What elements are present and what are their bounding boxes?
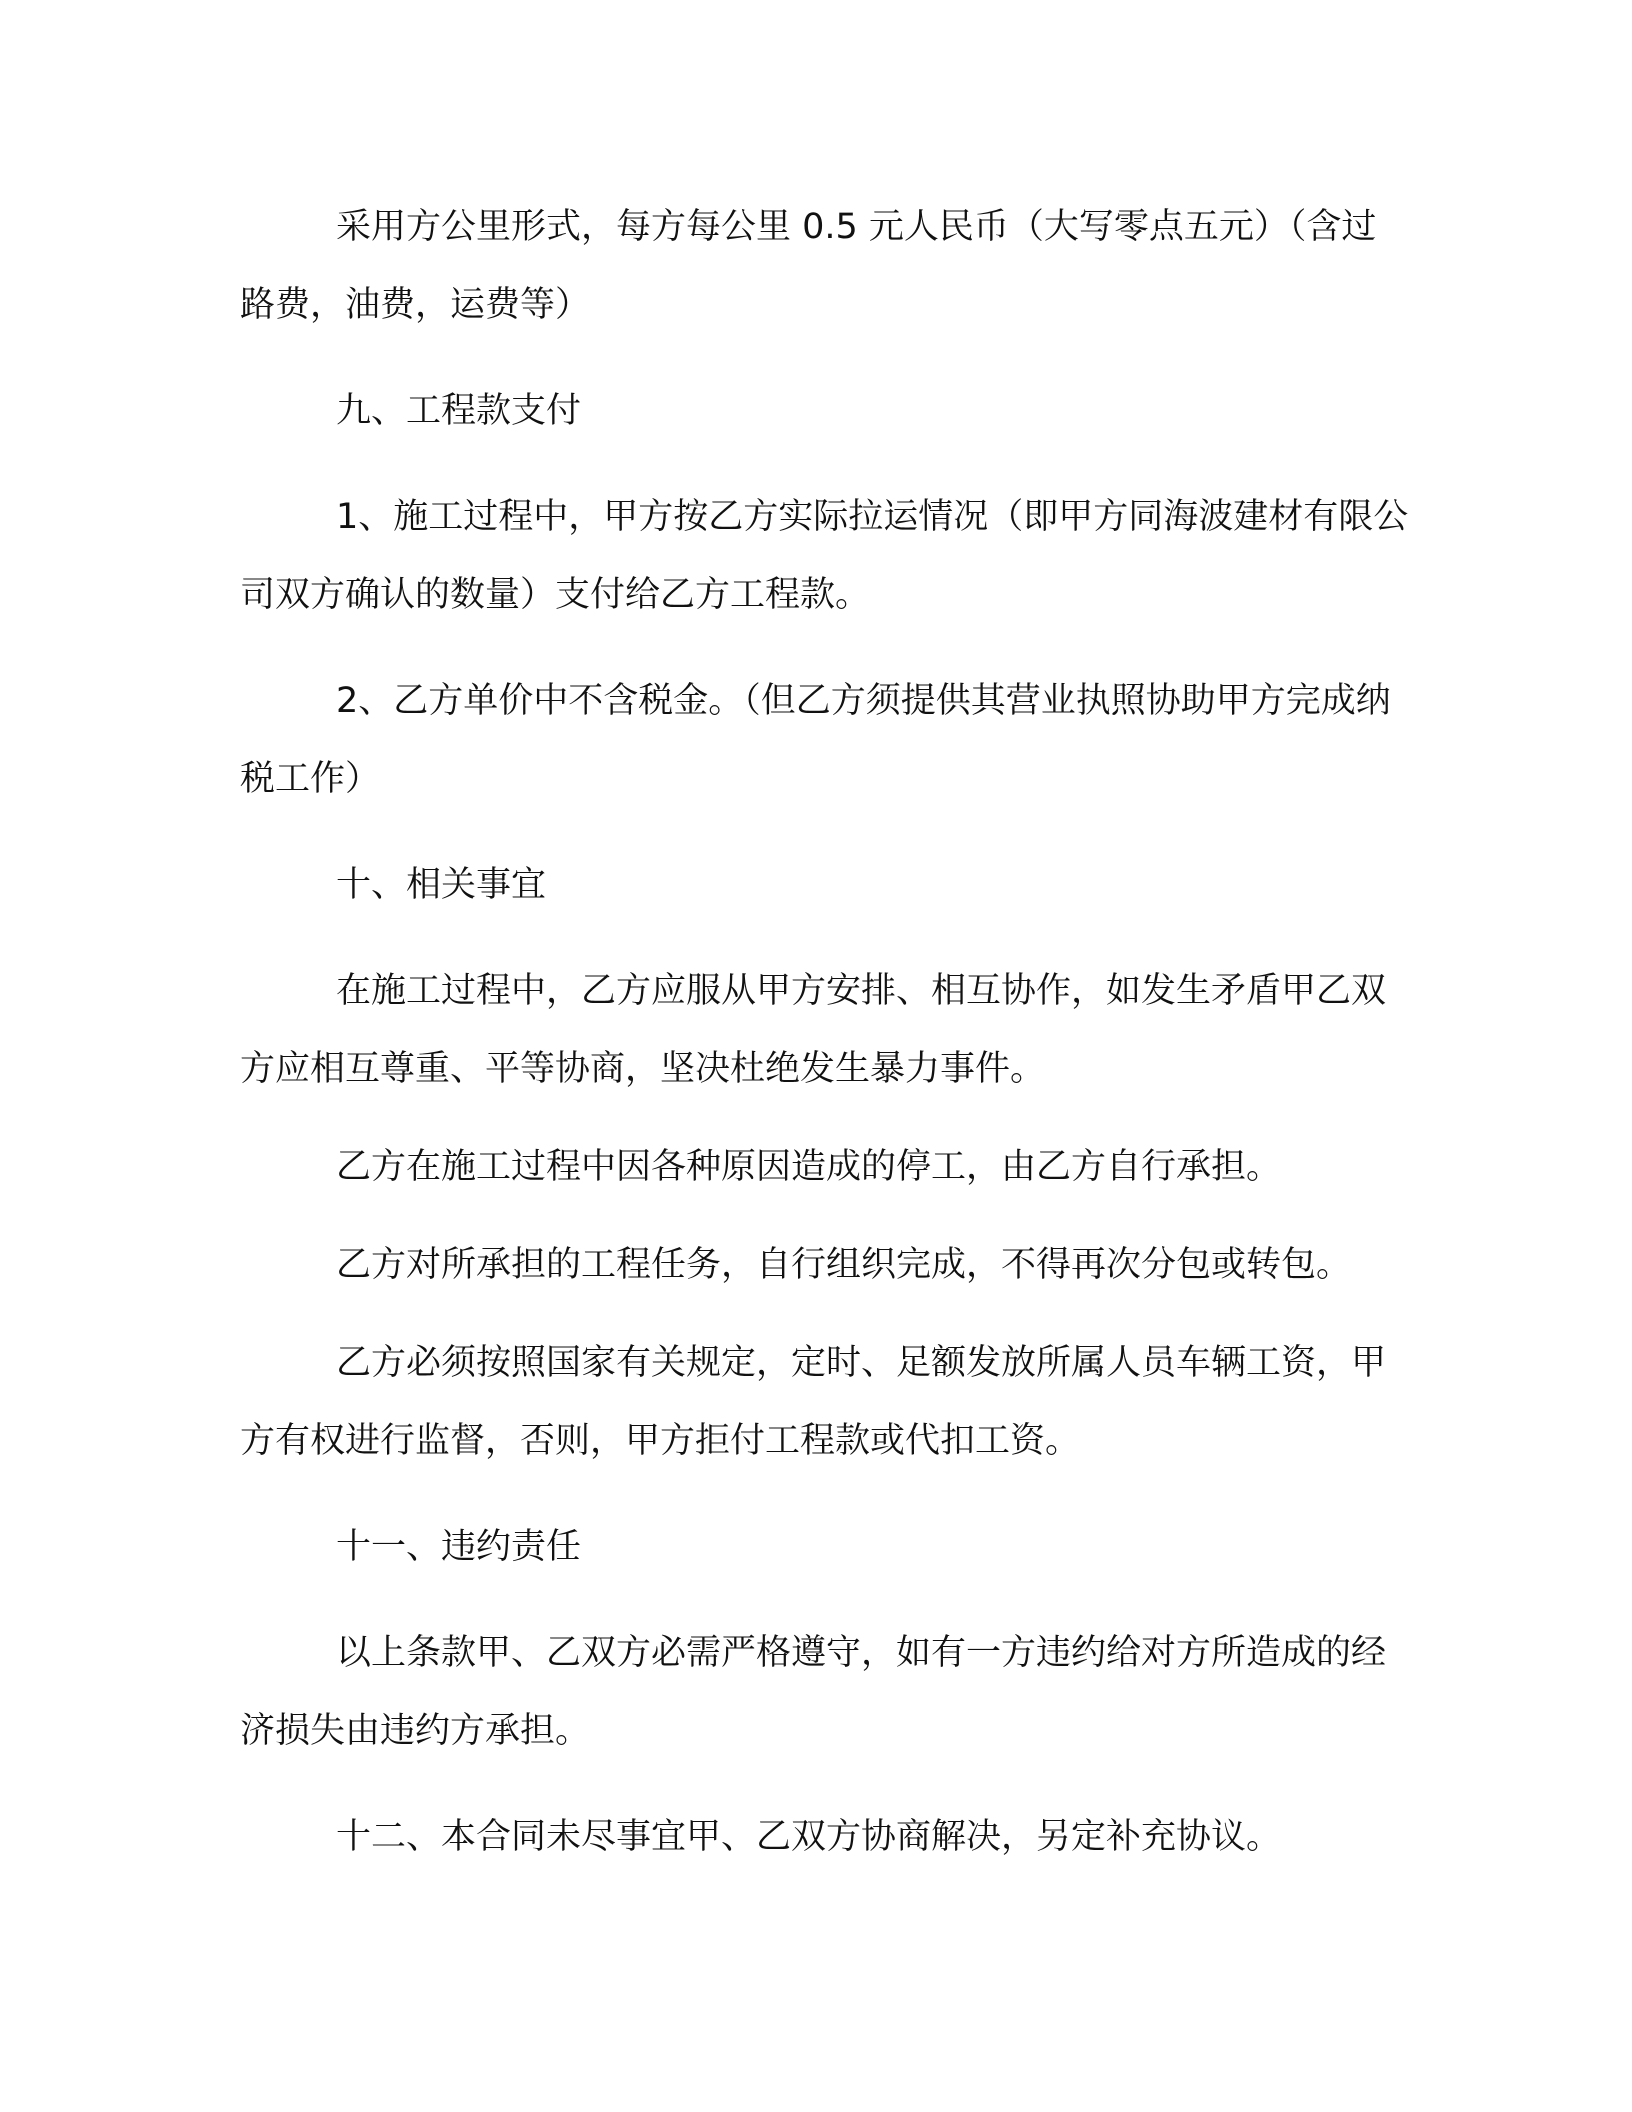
- paragraph-wages: 乙方必须按照国家有关规定，定时、足额发放所属人员车辆工资，甲方有权进行监督，否则，甲方拒付工程款或代扣工资。: [240, 1343, 1387, 1461]
- document-body: [240, 188, 1410, 1876]
- paragraph-liability: 以上条款甲、乙双方必需严格遵守，如有一方违约给对方所造成的经济损失由违约方承担。: [240, 1633, 1387, 1751]
- section-heading-supplementary: 十二、本合同未尽事宜甲、乙双方协商解决，另定补充协议。: [336, 1817, 1282, 1857]
- paragraph-payment-clause-1: 1、施工过程中，甲方按乙方实际拉运情况（即甲方同海波建材有限公司双方确认的数量）支付给乙方工程款。: [240, 497, 1409, 615]
- section-heading-payment: 九、工程款支付: [336, 391, 582, 431]
- paragraph-payment-clause-2: 2、乙方单价中不含税金。（但乙方须提供其营业执照协助甲方完成纳税工作）: [240, 681, 1391, 799]
- paragraph-no-subcontracting: 乙方对所承担的工程任务，自行组织完成，不得再次分包或转包。: [336, 1245, 1352, 1285]
- section-heading-related-matters: 十、相关事宜: [336, 865, 547, 905]
- section-heading-liability: 十一、违约责任: [336, 1527, 582, 1567]
- paragraph-cooperation: 在施工过程中，乙方应服从甲方安排、相互协作，如发生矛盾甲乙双方应相互尊重、平等协商，坚决杜绝发生暴力事件。: [240, 971, 1387, 1089]
- paragraph-freight-rate: 采用方公里形式，每方每公里 0.5 元人民币（大写零点五元）（含过路费，油费，运费等）: [240, 207, 1377, 325]
- paragraph-work-stoppage: 乙方在施工过程中因各种原因造成的停工，由乙方自行承担。: [336, 1147, 1282, 1187]
